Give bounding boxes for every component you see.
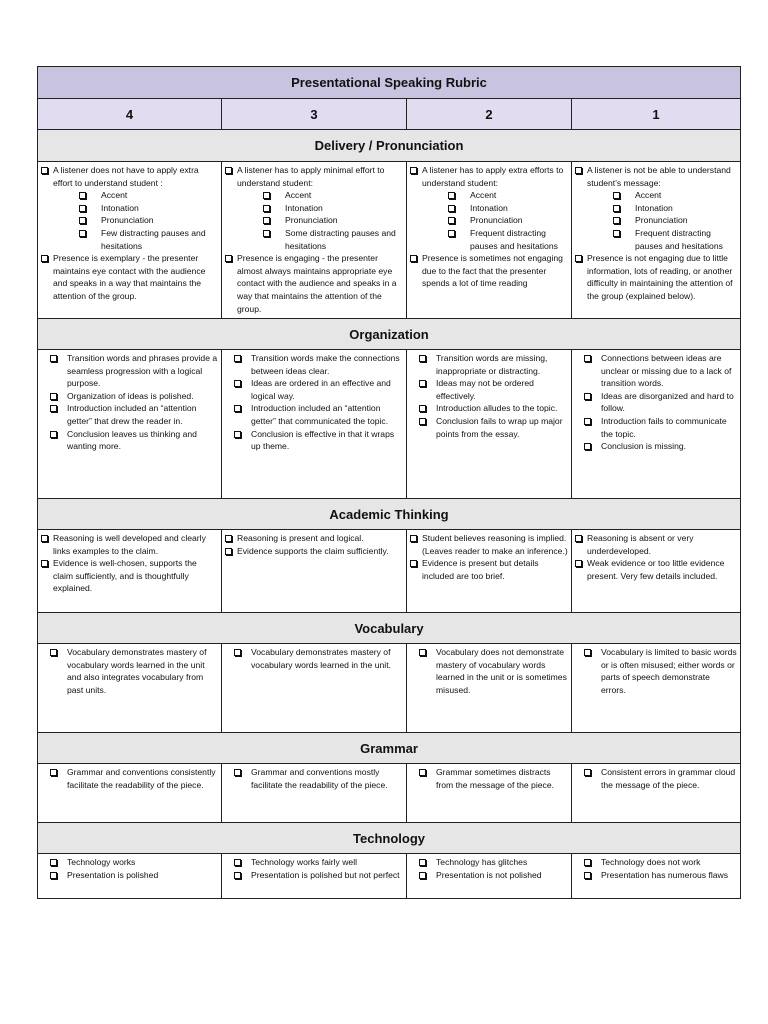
criteria-text: Introduction included an “attention getter” that communicated the topic. (251, 403, 389, 426)
criteria-list (225, 352, 403, 453)
criteria-item (231, 428, 403, 453)
criteria-cell-score-2 (407, 350, 572, 499)
checkbox-bullet-icon (225, 167, 232, 174)
criteria-text: Ideas are disorganized and hard to follow. (601, 390, 734, 414)
criteria-item (47, 352, 218, 390)
checkbox-bullet-icon (50, 649, 57, 656)
criteria-cell-score-4 (38, 162, 222, 319)
criteria-item (47, 390, 218, 403)
criteria-text: Introduction fails to communicate the topic. (601, 415, 727, 439)
score-header-4: 4 (38, 99, 222, 130)
checkbox-bullet-icon (419, 418, 426, 425)
criteria-text: Introduction alludes to the topic. (436, 403, 558, 414)
checkbox-bullet-icon (50, 769, 57, 776)
checkbox-bullet-icon (50, 431, 57, 438)
criteria-list (225, 532, 403, 557)
criteria-row-grammar (38, 764, 741, 823)
criteria-text: Presence is sometimes not engaging due to the fact that the presenter spends a lot of time reading (422, 253, 563, 289)
criteria-text: Presentation is polished (67, 869, 159, 880)
criteria-text: Connections between ideas are unclear or missing due to a lack of transition words. (601, 353, 732, 389)
criteria-item (47, 869, 218, 882)
criteria-cell-score-1 (572, 644, 741, 733)
criteria-text: Vocabulary does not demonstrate mastery of vocabulary words learned in the unit or is sometimes misused. (436, 647, 567, 695)
criteria-item (41, 532, 218, 557)
sub-criteria-item (79, 189, 218, 202)
criteria-cell-score-2 (407, 854, 572, 899)
criteria-item (416, 402, 568, 415)
criteria-list (225, 164, 403, 315)
criteria-item (416, 415, 568, 440)
criteria-text: Ideas are ordered in an effective and logical way. (251, 378, 391, 401)
checkbox-bullet-icon (234, 380, 241, 387)
criteria-text: Evidence supports the claim sufficiently. (237, 545, 389, 556)
checkbox-bullet-icon (419, 380, 426, 387)
criteria-item (231, 856, 403, 869)
sub-criteria-text: Intonation (285, 202, 323, 213)
checkbox-bullet-icon (41, 255, 48, 262)
criteria-cell-score-3 (222, 350, 407, 499)
sub-criteria-item (613, 214, 737, 227)
sub-criteria-text: Intonation (470, 202, 508, 213)
checkbox-bullet-icon (50, 405, 57, 412)
sub-criteria-item (263, 227, 403, 252)
criteria-row-technology (38, 854, 741, 899)
checkbox-bullet-icon (234, 431, 241, 438)
criteria-item (47, 428, 218, 453)
criteria-list (575, 532, 737, 582)
criteria-item (41, 164, 218, 252)
criteria-cell-score-3 (222, 530, 407, 613)
criteria-item (575, 252, 737, 302)
criteria-text: Conclusion leaves us thinking and wanting more. (67, 428, 197, 452)
criteria-text: Evidence is well-chosen, supports the claim sufficiently, and is thoughtfully explained. (53, 558, 197, 594)
sub-criteria-list (237, 189, 403, 252)
checkbox-bullet-icon (263, 192, 270, 199)
criteria-text: Vocabulary is limited to basic words or is often misused; either words or parts of speech demonstrate errors. (601, 647, 737, 695)
sub-criteria-text: Few distracting pauses and hesitations (101, 227, 206, 251)
criteria-item (575, 164, 737, 252)
criteria-cell-score-1 (572, 854, 741, 899)
sub-criteria-item (613, 227, 737, 252)
checkbox-bullet-icon (575, 167, 582, 174)
criteria-text: Technology has glitches (436, 857, 528, 867)
sub-criteria-item (448, 189, 568, 202)
criteria-item (231, 766, 403, 791)
checkbox-bullet-icon (613, 217, 620, 224)
criteria-cell-score-3 (222, 854, 407, 899)
sub-criteria-text: Some distracting pauses and hesitations (285, 227, 396, 251)
sub-criteria-item (448, 214, 568, 227)
criteria-cell-score-4 (38, 644, 222, 733)
criteria-list (575, 164, 737, 303)
criteria-item (581, 352, 737, 390)
criteria-item (581, 390, 737, 415)
section-header-row (38, 613, 741, 644)
criteria-list (575, 352, 737, 453)
criteria-text: Consistent errors in grammar cloud the message of the piece. (601, 767, 736, 790)
criteria-cell-score-1 (572, 530, 741, 613)
criteria-text: Organization of ideas is polished. (67, 390, 194, 401)
section-title-organization: Organization (38, 319, 741, 350)
sub-criteria-list (53, 189, 218, 252)
criteria-cell-score-3 (222, 162, 407, 319)
criteria-list (41, 766, 218, 791)
sub-criteria-list (422, 189, 568, 252)
checkbox-bullet-icon (584, 418, 591, 425)
criteria-item (575, 557, 737, 582)
sub-criteria-text: Intonation (635, 202, 673, 213)
sub-criteria-item (263, 202, 403, 215)
criteria-text: Presentation has numerous flaws (601, 869, 729, 880)
sub-criteria-item (79, 202, 218, 215)
checkbox-bullet-icon (234, 355, 241, 362)
criteria-text: Evidence is present but details included are too brief. (422, 558, 539, 581)
checkbox-bullet-icon (419, 769, 426, 776)
checkbox-bullet-icon (50, 393, 57, 400)
criteria-cell-score-1 (572, 764, 741, 823)
criteria-text: Reasoning is absent or very underdeveloped. (587, 533, 694, 556)
checkbox-bullet-icon (410, 560, 417, 567)
rubric-title: Presentational Speaking Rubric (38, 67, 741, 99)
criteria-item (416, 856, 568, 869)
criteria-item (47, 402, 218, 427)
checkbox-bullet-icon (419, 405, 426, 412)
checkbox-bullet-icon (41, 167, 48, 174)
criteria-text: Transition words make the connections between ideas clear. (251, 353, 400, 376)
criteria-cell-score-4 (38, 350, 222, 499)
criteria-item (581, 869, 737, 882)
criteria-list (41, 646, 218, 696)
criteria-item (231, 646, 403, 671)
criteria-item (575, 532, 737, 557)
checkbox-bullet-icon (448, 230, 455, 237)
criteria-cell-score-2 (407, 530, 572, 613)
checkbox-bullet-icon (50, 355, 57, 362)
checkbox-bullet-icon (584, 393, 591, 400)
criteria-item (225, 164, 403, 252)
checkbox-bullet-icon (419, 649, 426, 656)
checkbox-bullet-icon (448, 192, 455, 199)
score-header-row (38, 99, 741, 130)
checkbox-bullet-icon (79, 217, 86, 224)
criteria-text: Technology works fairly well (251, 857, 358, 867)
checkbox-bullet-icon (419, 872, 426, 879)
criteria-text: Presentation is not polished (436, 869, 542, 880)
criteria-text: Technology works (67, 857, 136, 867)
criteria-item (416, 352, 568, 377)
checkbox-bullet-icon (410, 535, 417, 542)
section-header-row (38, 733, 741, 764)
criteria-item (47, 856, 218, 869)
criteria-text: Transition words and phrases provide a seamless progression with a logical purpose. (67, 353, 218, 389)
checkbox-bullet-icon (584, 859, 591, 866)
criteria-item (416, 377, 568, 402)
sub-criteria-text: Accent (635, 190, 662, 201)
sub-criteria-text: Pronunciation (101, 215, 154, 226)
checkbox-bullet-icon (234, 872, 241, 879)
checkbox-bullet-icon (410, 255, 417, 262)
criteria-cell-score-4 (38, 530, 222, 613)
checkbox-bullet-icon (50, 859, 57, 866)
sub-criteria-item (613, 202, 737, 215)
checkbox-bullet-icon (263, 230, 270, 237)
checkbox-bullet-icon (584, 769, 591, 776)
criteria-item (410, 532, 568, 557)
sub-criteria-item (613, 189, 737, 202)
criteria-cell-score-2 (407, 644, 572, 733)
criteria-text: Conclusion fails to wrap up major points from the essay. (436, 415, 563, 439)
criteria-text: Presence is not engaging due to little information, lots of reading, or another difficulty in maintaining the attention of the group (explained below). (587, 253, 733, 301)
criteria-list (410, 532, 568, 582)
checkbox-bullet-icon (584, 355, 591, 362)
checkbox-bullet-icon (234, 859, 241, 866)
criteria-item (231, 352, 403, 377)
criteria-text: Conclusion is effective in that it wraps up theme. (251, 428, 395, 452)
criteria-list (41, 856, 218, 881)
checkbox-bullet-icon (575, 535, 582, 542)
criteria-list (575, 766, 737, 791)
criteria-list (41, 352, 218, 453)
criteria-cell-score-3 (222, 764, 407, 823)
criteria-cell-score-3 (222, 644, 407, 733)
criteria-list (575, 856, 737, 881)
section-header-row (38, 130, 741, 162)
criteria-cell-score-1 (572, 162, 741, 319)
sub-criteria-text: Pronunciation (285, 215, 338, 226)
criteria-list (410, 766, 568, 791)
section-title-vocabulary: Vocabulary (38, 613, 741, 644)
criteria-item (416, 766, 568, 791)
checkbox-bullet-icon (575, 255, 582, 262)
criteria-row-vocabulary (38, 644, 741, 733)
criteria-list (410, 352, 568, 440)
checkbox-bullet-icon (50, 872, 57, 879)
criteria-item (410, 164, 568, 252)
criteria-item (231, 869, 403, 882)
checkbox-bullet-icon (225, 255, 232, 262)
sub-criteria-item (79, 227, 218, 252)
criteria-item (47, 766, 218, 791)
sub-criteria-text: Intonation (101, 202, 139, 213)
checkbox-bullet-icon (584, 649, 591, 656)
criteria-text: Reasoning is present and logical. (237, 533, 364, 543)
score-header-1: 1 (572, 99, 741, 130)
section-header-row (38, 499, 741, 530)
checkbox-bullet-icon (613, 205, 620, 212)
criteria-item (581, 856, 737, 869)
criteria-row-organization (38, 350, 741, 499)
sub-criteria-text: Pronunciation (470, 215, 523, 226)
checkbox-bullet-icon (234, 649, 241, 656)
criteria-text: A listener does not have to apply extra effort to understand student : (53, 165, 199, 188)
rubric-body (38, 67, 741, 899)
criteria-text: A listener has to apply minimal effort to understand student: (237, 165, 385, 188)
criteria-text: Vocabulary demonstrates mastery of vocabulary words learned in the unit and also integrates vocabulary from past units. (67, 647, 207, 695)
sub-criteria-item (263, 189, 403, 202)
sub-criteria-text: Frequent distracting pauses and hesitations (470, 227, 558, 251)
criteria-list (410, 856, 568, 881)
criteria-list (225, 766, 403, 791)
checkbox-bullet-icon (448, 217, 455, 224)
criteria-list (575, 646, 737, 696)
criteria-list (41, 532, 218, 595)
sub-criteria-text: Frequent distracting pauses and hesitations (635, 227, 723, 251)
criteria-list (410, 646, 568, 696)
criteria-item (410, 557, 568, 582)
sub-criteria-text: Pronunciation (635, 215, 688, 226)
checkbox-bullet-icon (575, 560, 582, 567)
criteria-text: Transition words are missing, inappropriate or distracting. (436, 353, 548, 376)
criteria-list (225, 646, 403, 671)
section-title-academic-thinking: Academic Thinking (38, 499, 741, 530)
checkbox-bullet-icon (79, 205, 86, 212)
criteria-cell-score-2 (407, 162, 572, 319)
criteria-item (581, 440, 737, 453)
checkbox-bullet-icon (263, 217, 270, 224)
sub-criteria-text: Accent (470, 190, 497, 201)
criteria-item (41, 557, 218, 595)
criteria-row-delivery-pronunciation (38, 162, 741, 319)
sub-criteria-item (79, 214, 218, 227)
rubric-table (37, 66, 741, 899)
criteria-text: Introduction included an “attention getter” that drew the reader in. (67, 403, 197, 426)
checkbox-bullet-icon (41, 535, 48, 542)
criteria-text: Presentation is polished but not perfect (251, 869, 400, 880)
criteria-cell-score-4 (38, 854, 222, 899)
checkbox-bullet-icon (448, 205, 455, 212)
checkbox-bullet-icon (419, 859, 426, 866)
criteria-cell-score-2 (407, 764, 572, 823)
checkbox-bullet-icon (613, 192, 620, 199)
sub-criteria-text: Accent (101, 190, 128, 201)
criteria-text: Technology does not work (601, 857, 701, 867)
criteria-item (416, 869, 568, 882)
criteria-item (581, 766, 737, 791)
checkbox-bullet-icon (79, 230, 86, 237)
checkbox-bullet-icon (234, 769, 241, 776)
criteria-item (581, 415, 737, 440)
criteria-item (47, 646, 218, 696)
criteria-item (231, 402, 403, 427)
checkbox-bullet-icon (41, 560, 48, 567)
criteria-cell-score-1 (572, 350, 741, 499)
checkbox-bullet-icon (584, 443, 591, 450)
criteria-item (416, 646, 568, 696)
title-row (38, 67, 741, 99)
checkbox-bullet-icon (613, 230, 620, 237)
criteria-text: Weak evidence or too little evidence present. Very few details included. (587, 558, 725, 581)
sub-criteria-item (263, 214, 403, 227)
criteria-text: Conclusion is missing. (601, 441, 687, 452)
criteria-item (225, 252, 403, 315)
checkbox-bullet-icon (419, 355, 426, 362)
criteria-text: Reasoning is well developed and clearly links examples to the claim. (53, 533, 206, 556)
criteria-item (41, 252, 218, 302)
criteria-list (41, 164, 218, 303)
criteria-item (410, 252, 568, 290)
criteria-item (581, 646, 737, 696)
checkbox-bullet-icon (225, 548, 232, 555)
checkbox-bullet-icon (263, 205, 270, 212)
checkbox-bullet-icon (234, 405, 241, 412)
sub-criteria-item (448, 227, 568, 252)
criteria-text: A listener has to apply extra efforts to understand student: (422, 165, 564, 188)
section-title-grammar: Grammar (38, 733, 741, 764)
checkbox-bullet-icon (410, 167, 417, 174)
criteria-text: Vocabulary demonstrates mastery of vocabulary words learned in the unit. (251, 647, 391, 670)
criteria-text: Grammar sometimes distracts from the message of the piece. (436, 767, 554, 790)
checkbox-bullet-icon (79, 192, 86, 199)
section-header-row (38, 823, 741, 854)
criteria-item (225, 532, 403, 545)
criteria-list (410, 164, 568, 290)
sub-criteria-text: Accent (285, 190, 312, 201)
criteria-cell-score-4 (38, 764, 222, 823)
score-header-2: 2 (407, 99, 572, 130)
criteria-text: A listener is not be able to understand student's message: (587, 165, 731, 188)
criteria-text: Presence is exemplary - the presenter maintains eye contact with the audience and speaks in a way that maintains the attention of the group. (53, 253, 206, 301)
criteria-item (225, 545, 403, 558)
sub-criteria-list (587, 189, 737, 252)
criteria-text: Grammar and conventions consistently facilitate the readability of the piece. (67, 767, 216, 790)
criteria-text: Student believes reasoning is implied. (Leaves reader to make an inference.) (422, 533, 568, 556)
criteria-row-academic-thinking (38, 530, 741, 613)
section-title-delivery-pronunciation: Delivery / Pronunciation (38, 130, 741, 162)
checkbox-bullet-icon (225, 535, 232, 542)
section-title-technology: Technology (38, 823, 741, 854)
section-header-row (38, 319, 741, 350)
criteria-item (231, 377, 403, 402)
sub-criteria-item (448, 202, 568, 215)
criteria-text: Presence is engaging - the presenter almost always maintains appropriate eye contact with the audience and speaks in a way that maintains the attention of the group. (237, 253, 397, 314)
checkbox-bullet-icon (584, 872, 591, 879)
criteria-text: Ideas may not be ordered effectively. (436, 378, 534, 401)
criteria-list (225, 856, 403, 881)
score-header-3: 3 (222, 99, 407, 130)
criteria-text: Grammar and conventions mostly facilitate the readability of the piece. (251, 767, 388, 790)
